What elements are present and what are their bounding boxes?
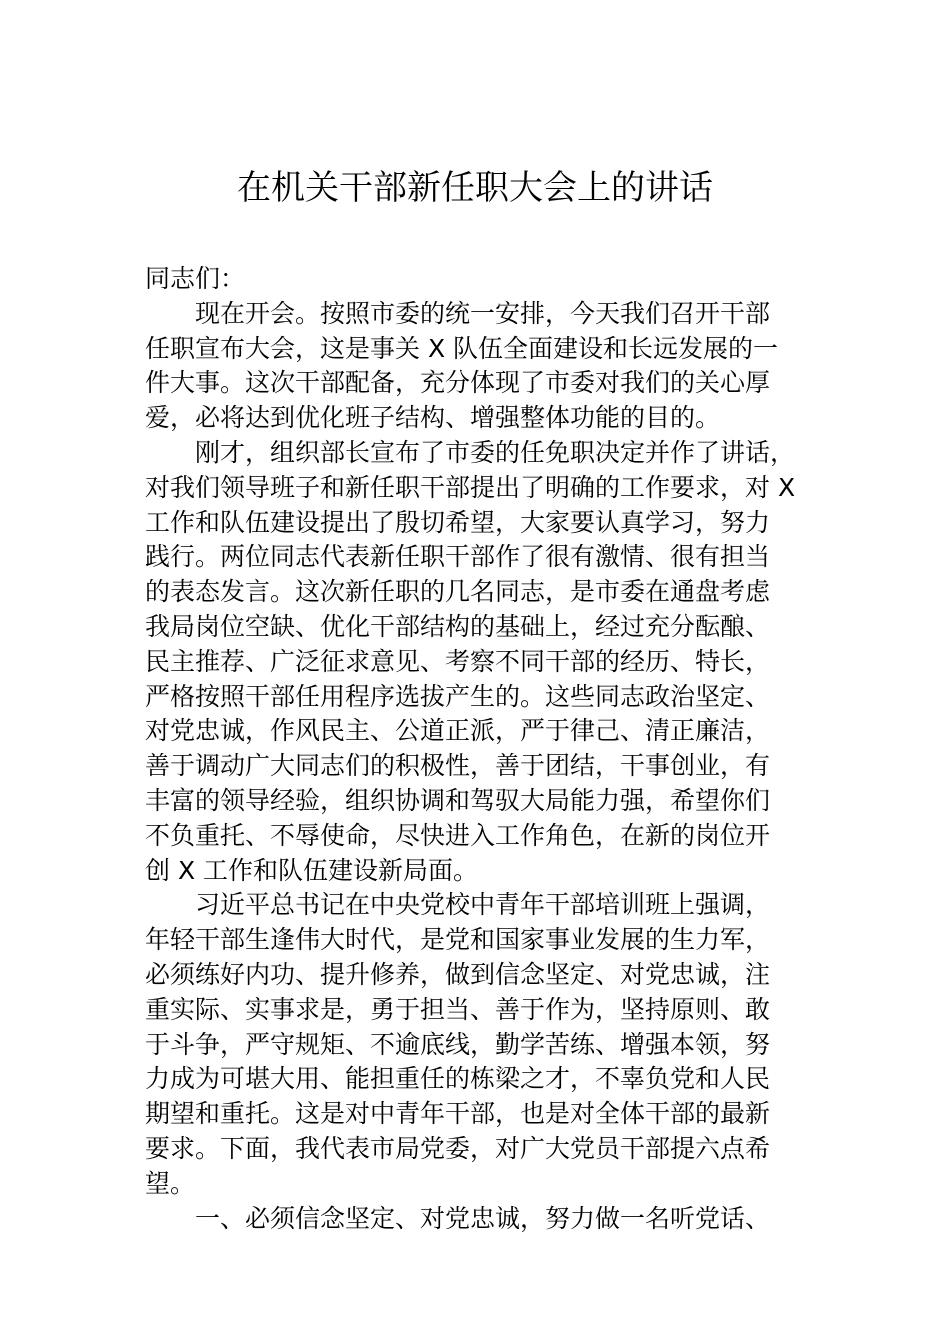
body-line: 力成为可堪大用、能担重任的栋梁之才，不辜负党和人民 — [145, 1064, 771, 1094]
body-line: 任职宣布大会，这是事关 X 队伍全面建设和长远发展的一 — [145, 333, 779, 363]
body-line: 严格按照干部任用程序选拔产生的。这些同志政治坚定、 — [145, 681, 771, 711]
document-title: 在机关干部新任职大会上的讲话 — [237, 168, 713, 208]
body-line: 的表态发言。这次新任职的几名同志，是市委在通盘考虑 — [145, 577, 771, 607]
document-body — [145, 262, 810, 1236]
body-line: 我局岗位空缺、优化干部结构的基础上，经过充分酝酿、 — [145, 611, 771, 641]
body-line: 必须练好内功、提升修养，做到信念坚定、对党忠诚，注 — [145, 959, 771, 989]
body-line: 不负重托、不辱使命，尽快进入工作角色，在新的岗位开 — [145, 820, 771, 850]
body-line: 爱，必将达到优化班子结构、增强整体功能的目的。 — [145, 403, 721, 433]
body-line: 对我们领导班子和新任职干部提出了明确的工作要求，对 X — [145, 472, 796, 502]
body-line: 丰富的领导经验，组织协调和驾驭大局能力强，希望你们 — [145, 785, 771, 815]
body-line: 望。 — [145, 1168, 196, 1198]
body-line: 善于调动广大同志们的积极性，善于团结，干事创业，有 — [145, 751, 771, 781]
body-line: 年轻干部生逢伟大时代，是党和国家事业发展的生力军， — [145, 925, 771, 955]
body-line: 期望和重托。这是对中青年干部，也是对全体干部的最新 — [145, 1099, 771, 1129]
body-line: 工作和队伍建设提出了殷切希望，大家要认真学习，努力 — [145, 507, 771, 537]
body-line: 对党忠诚，作风民主、公道正派，严于律己、清正廉洁， — [145, 716, 771, 746]
body-line: 重实际、实事求是，勇于担当、善于作为，坚持原则、敢 — [145, 994, 771, 1024]
body-line: 一、必须信念坚定、对党忠诚，努力做一名听党话、 — [195, 1203, 771, 1233]
body-line: 要求。下面，我代表市局党委，对广大党员干部提六点希 — [145, 1133, 771, 1163]
body-line: 现在开会。按照市委的统一安排，今天我们召开干部 — [195, 298, 771, 328]
body-line: 习近平总书记在中央党校中青年干部培训班上强调， — [195, 890, 771, 920]
salutation: 同志们： — [145, 264, 246, 293]
body-line: 于斗争，严守规矩、不逾底线，勤学苦练、增强本领，努 — [145, 1029, 771, 1059]
body-line: 件大事。这次干部配备，充分体现了市委对我们的关心厚 — [145, 368, 771, 398]
body-line: 践行。两位同志代表新任职干部作了很有激情、很有担当 — [145, 542, 771, 572]
body-line: 民主推荐、广泛征求意见、考察不同干部的经历、特长， — [145, 646, 771, 676]
body-line: 创 X 工作和队伍建设新局面。 — [145, 855, 479, 885]
body-line: 刚才，组织部长宣布了市委的任免职决定并作了讲话， — [195, 437, 796, 467]
